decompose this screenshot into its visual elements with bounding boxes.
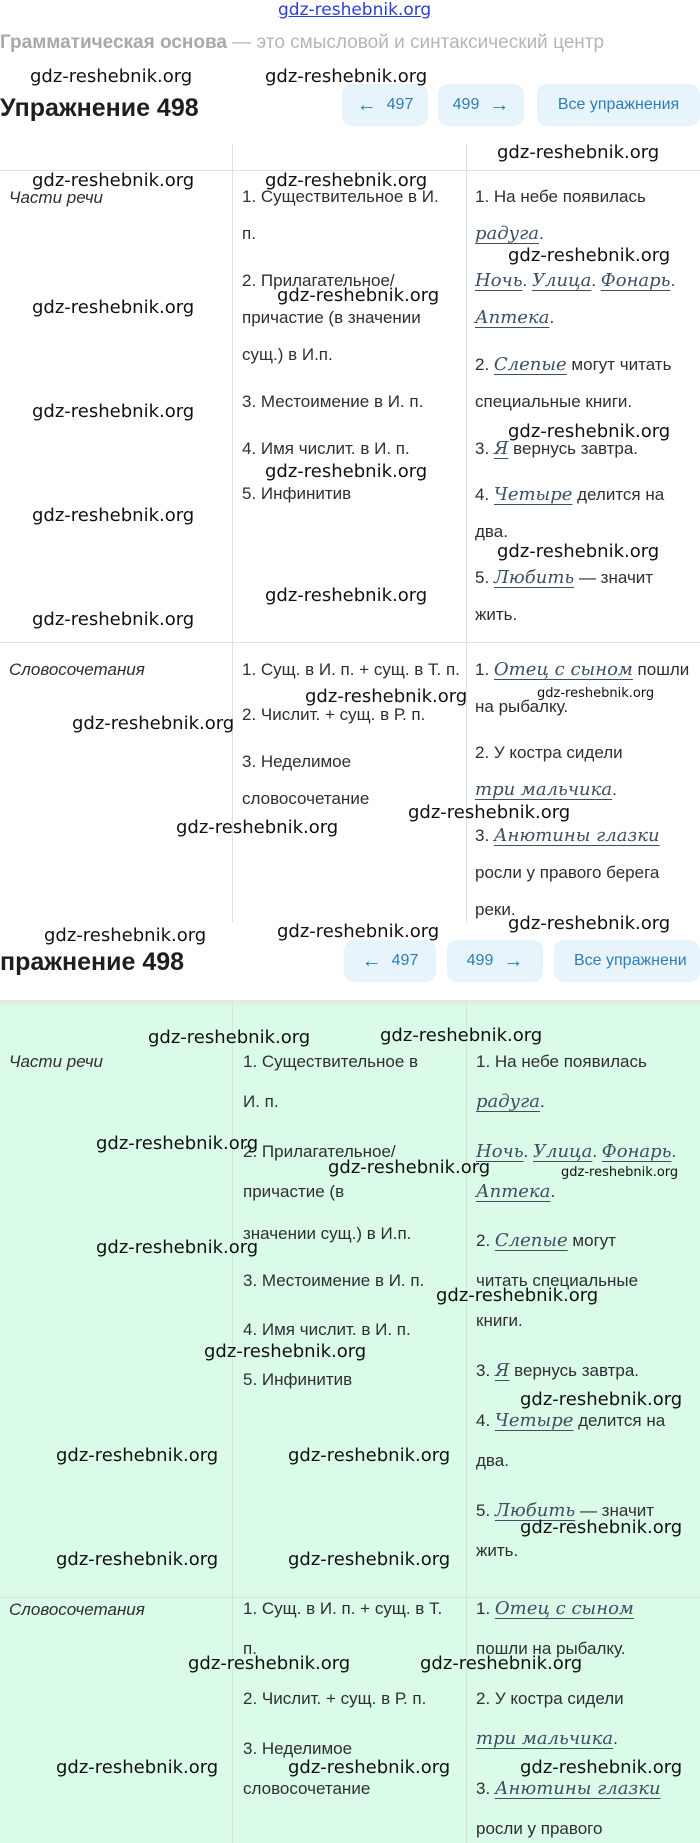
example-line: росли у правого берега bbox=[475, 863, 660, 882]
watermark: gdz-reshebnik.org bbox=[96, 1237, 259, 1258]
category-phrases: Словосочетания bbox=[9, 1600, 145, 1619]
subject-word: Я bbox=[494, 1360, 510, 1381]
subject-word: Аптека bbox=[476, 1181, 551, 1202]
phrase-words: Анютины глазки bbox=[494, 1778, 661, 1799]
watermark: gdz-reshebnik.org bbox=[497, 541, 660, 562]
subject-word: Фонарь bbox=[601, 1141, 672, 1162]
example-line bbox=[475, 178, 646, 215]
example-line: читать специальные bbox=[476, 1271, 639, 1290]
watermark: gdz-reshebnik.org bbox=[508, 913, 671, 934]
watermark: gdz-reshebnik.org bbox=[56, 1757, 219, 1778]
type-line: 4. Имя числит. в И. п. bbox=[242, 439, 410, 458]
example-line: 2. Слепые могут bbox=[476, 1230, 617, 1251]
example-line: два. bbox=[475, 522, 508, 541]
site-link[interactable]: gdz-reshebnik.org bbox=[278, 0, 432, 20]
watermark: gdz-reshebnik.org bbox=[328, 1157, 491, 1178]
type-line: 2. Прилагательное/ bbox=[242, 271, 395, 290]
type-line: значении сущ.) в И.п. bbox=[243, 1224, 412, 1243]
watermark: gdz-reshebnik.org bbox=[380, 1025, 543, 1046]
example-line: три мальчика. bbox=[476, 1728, 618, 1749]
watermark: gdz-reshebnik.org bbox=[32, 401, 195, 422]
watermark: gdz-reshebnik.org bbox=[148, 1027, 311, 1048]
type-line: 3. Неделимое bbox=[242, 752, 352, 771]
page-title: Упражнение 498 bbox=[0, 94, 199, 122]
watermark: gdz-reshebnik.org bbox=[32, 297, 195, 318]
exercise-header bbox=[0, 84, 700, 144]
example-line: 1. Отец с сыном пошли bbox=[475, 659, 690, 680]
subject-word: Ночь bbox=[476, 1141, 524, 1162]
type-line: словосочетание bbox=[243, 1779, 371, 1798]
example-line: 3. Анютины глазки bbox=[476, 1778, 661, 1799]
type-line: 2. Числит. + сущ. в Р. п. bbox=[242, 705, 426, 724]
type-line: 2. Прилагательное/ bbox=[243, 1142, 396, 1161]
prev-exercise-button[interactable] bbox=[342, 84, 428, 126]
example-line: росли у правого bbox=[476, 1819, 603, 1838]
type-line: 3. Местоимение в И. п. bbox=[243, 1271, 425, 1290]
arrow-right-icon: → bbox=[489, 94, 510, 116]
type-line: п. bbox=[242, 224, 256, 243]
example-line: Ночь. Улица. Фонарь. bbox=[476, 1141, 677, 1162]
watermark: gdz-reshebnik.org bbox=[32, 505, 195, 526]
page-title-2: пражнение 498 bbox=[0, 948, 185, 976]
subject-word: Фонарь bbox=[600, 270, 671, 291]
prev-exercise-button-2[interactable] bbox=[344, 940, 436, 982]
watermark: gdz-reshebnik.org bbox=[520, 1757, 683, 1778]
type-line: И. п. bbox=[243, 1092, 279, 1111]
watermark: gdz-reshebnik.org bbox=[520, 1389, 683, 1410]
all-exercises-label: Все упражнени bbox=[574, 952, 687, 969]
watermark: gdz-reshebnik.org bbox=[265, 585, 428, 606]
watermark: gdz-reshebnik.org bbox=[204, 1341, 367, 1362]
example-line: реки. bbox=[475, 900, 516, 919]
subject-word: Любить bbox=[494, 1500, 576, 1521]
intro-rest: — это смысловой и синтаксический центр bbox=[227, 32, 605, 53]
example-line: 2. У костра сидели bbox=[475, 743, 623, 762]
subject-word: Четыре bbox=[494, 1410, 574, 1431]
category-parts-of-speech: Части речи bbox=[9, 188, 103, 207]
example-line: пошли на рыбалку. bbox=[476, 1639, 626, 1658]
category-parts-of-speech: Части речи bbox=[9, 1052, 103, 1071]
type-line: 4. Имя числит. в И. п. bbox=[243, 1320, 411, 1339]
watermark: gdz-reshebnik.org bbox=[56, 1445, 219, 1466]
watermark: gdz-reshebnik.org bbox=[96, 1133, 259, 1154]
subject-word: Улица bbox=[532, 1141, 593, 1162]
arrow-left-icon: ← bbox=[356, 94, 377, 116]
prev-exercise-label: 497 bbox=[386, 96, 414, 113]
watermark: gdz-reshebnik.org bbox=[508, 421, 671, 442]
phrase-words: три мальчика bbox=[476, 1728, 614, 1749]
next-exercise-button[interactable] bbox=[438, 84, 524, 126]
watermark: gdz-reshebnik.org bbox=[288, 1757, 451, 1778]
type-line: 1. Существительное в bbox=[243, 1052, 419, 1071]
phrase-words: Отец с сыном bbox=[493, 659, 633, 680]
example-line: на рыбалку. bbox=[475, 697, 569, 716]
watermark: gdz-reshebnik.org bbox=[497, 142, 660, 163]
subject-word: радуга bbox=[476, 1091, 540, 1112]
example-line: 1. На небе появилась bbox=[476, 1052, 647, 1071]
phrase-words: Отец с сыном bbox=[494, 1598, 634, 1619]
example-line: 4. Четыре делится на bbox=[475, 484, 665, 505]
example-line: 5. Любить — значит bbox=[476, 1500, 655, 1521]
type-line: 1. Сущ. в И. п. + сущ. в Т. п. bbox=[242, 660, 460, 679]
subject-word: радуга bbox=[475, 223, 539, 244]
watermark: gdz-reshebnik.org bbox=[56, 1549, 219, 1570]
watermark: gdz-reshebnik.org bbox=[32, 170, 195, 191]
type-line: 5. Инфинитив bbox=[243, 1370, 353, 1389]
example-line: 3. Анютины глазки bbox=[475, 825, 660, 846]
watermark: gdz-reshebnik.org bbox=[288, 1549, 451, 1570]
answer-table-2 bbox=[0, 1000, 700, 1843]
example-line: 3. Я вернусь завтра. bbox=[476, 1360, 640, 1381]
example-line: книги. bbox=[476, 1311, 523, 1330]
type-line: причастие (в значении bbox=[242, 308, 421, 327]
watermark: gdz-reshebnik.org bbox=[520, 1517, 683, 1538]
watermark: gdz-reshebnik.org bbox=[436, 1285, 599, 1306]
example-line: специальные книги. bbox=[475, 392, 633, 411]
subject-word: Четыре bbox=[493, 484, 573, 505]
type-line: п. bbox=[243, 1639, 257, 1658]
type-line: 2. Числит. + сущ. в Р. п. bbox=[243, 1689, 427, 1708]
subject-word: Улица bbox=[531, 270, 592, 291]
all-exercises-button-2[interactable] bbox=[554, 940, 700, 982]
example-line: Аптека. bbox=[476, 1181, 556, 1202]
example-line: 2. У костра сидели bbox=[476, 1689, 624, 1708]
category-phrases: Словосочетания bbox=[9, 660, 145, 679]
watermark: gdz-reshebnik.org bbox=[420, 1653, 583, 1674]
watermark: gdz-reshebnik.org bbox=[265, 66, 428, 87]
example-line: два. bbox=[476, 1451, 509, 1470]
type-line: 1. Сущ. в И. п. + сущ. в Т. bbox=[243, 1599, 443, 1618]
example-line: три мальчика. bbox=[475, 779, 617, 800]
subject-word: Любить bbox=[493, 567, 575, 588]
subject-word: Ночь bbox=[475, 270, 523, 291]
all-exercises-label: Все упражнения bbox=[557, 96, 680, 113]
watermark: gdz-reshebnik.org bbox=[188, 1653, 351, 1674]
watermark: gdz-reshebnik.org bbox=[277, 285, 440, 306]
example-line: 2. Слепые могут читать bbox=[475, 354, 672, 375]
watermark: gdz-reshebnik.org bbox=[305, 686, 468, 707]
watermark: gdz-reshebnik.org bbox=[288, 1445, 451, 1466]
type-line: 1. Существительное в И. bbox=[242, 187, 439, 206]
watermark: gdz-reshebnik.org bbox=[408, 802, 571, 823]
type-line: 3. Неделимое bbox=[243, 1739, 353, 1758]
type-line: причастие (в bbox=[243, 1182, 345, 1201]
example-line: радуга. bbox=[475, 223, 544, 244]
watermark: gdz-reshebnik.org bbox=[265, 170, 428, 191]
watermark: gdz-reshebnik.org bbox=[277, 921, 440, 942]
subject-word: Слепые bbox=[494, 1230, 568, 1251]
arrow-right-icon: → bbox=[503, 950, 524, 972]
example-line: 4. Четыре делится на bbox=[476, 1410, 666, 1431]
phrase-words: три мальчика bbox=[475, 779, 613, 800]
watermark: gdz-reshebnik.org bbox=[508, 245, 671, 266]
intro-text bbox=[0, 32, 700, 54]
watermark: gdz-reshebnik.org bbox=[176, 817, 339, 838]
intro-bold: Грамматическая основа bbox=[0, 32, 227, 53]
prev-exercise-label: 497 bbox=[391, 952, 419, 969]
watermark: gdz-reshebnik.org bbox=[265, 461, 428, 482]
example-line: Аптека. bbox=[475, 307, 555, 328]
type-line: сущ.) в И.п. bbox=[242, 345, 333, 364]
arrow-left-icon: ← bbox=[361, 950, 382, 972]
type-line: 5. Инфинитив bbox=[242, 484, 352, 503]
watermark: gdz-reshebnik.org bbox=[561, 1165, 679, 1180]
phrase-words: Анютины глазки bbox=[493, 825, 660, 846]
example-line: 5. Любить — значит bbox=[475, 567, 654, 588]
next-exercise-label: 499 bbox=[466, 952, 494, 969]
subject-word: Слепые bbox=[493, 354, 567, 375]
example-line: 1. Отец с сыном bbox=[476, 1598, 634, 1619]
watermark: gdz-reshebnik.org bbox=[30, 66, 193, 87]
example-line: жить. bbox=[476, 1541, 519, 1560]
watermark: gdz-reshebnik.org bbox=[32, 609, 195, 630]
example-line: радуга. bbox=[476, 1091, 545, 1112]
example-line: 3. Я вернусь завтра. bbox=[475, 438, 639, 459]
example-line: жить. bbox=[475, 605, 518, 624]
watermark: gdz-reshebnik.org bbox=[537, 686, 655, 701]
next-exercise-button-2[interactable] bbox=[447, 940, 543, 982]
example-text: 1. На небе появилась bbox=[475, 187, 646, 206]
type-line: 3. Местоимение в И. п. bbox=[242, 392, 424, 411]
watermark: gdz-reshebnik.org bbox=[44, 925, 207, 946]
subject-word: Я bbox=[493, 438, 509, 459]
watermark: gdz-reshebnik.org bbox=[72, 713, 235, 734]
example-line: Ночь. Улица. Фонарь. bbox=[475, 270, 676, 291]
all-exercises-button[interactable] bbox=[537, 84, 700, 126]
type-line: словосочетание bbox=[242, 789, 370, 808]
next-exercise-label: 499 bbox=[452, 96, 480, 113]
subject-word: Аптека bbox=[475, 307, 550, 328]
